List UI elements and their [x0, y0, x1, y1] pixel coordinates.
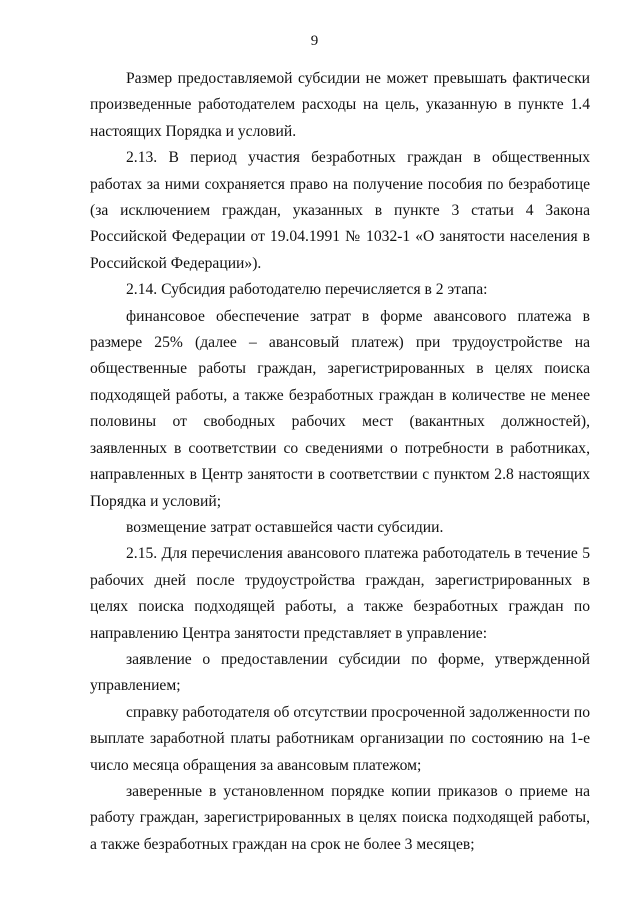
document-body [90, 66, 590, 858]
paragraph-2-13: 2.13. В период участия безработных граждан в общественных работах за ними сохраняется право на получение пособия по безработице (за исключением граждан, указанных в пункте 3 статьи 4 Закона Российской Федерации от 19.04.1991 № 1032-1 «О занятости населения в Российской Федерации»). [90, 149, 590, 272]
paragraph-remaining-costs: возмещение затрат оставшейся части субсидии. [126, 518, 444, 536]
paragraph-2-14: 2.14. Субсидия работодателю перечисляется в 2 этапа: [126, 281, 488, 299]
paragraph-application: заявление о предоставлении субсидии по форме, утвержденной управлением; [90, 650, 590, 695]
paragraph-employer-certificate: справку работодателя об отсутствии просроченной задолженности по выплате заработной платы работникам организации по состоянию на 1-е число месяца обращения за авансовым платежом; [90, 703, 590, 774]
page-number: 9 [310, 33, 319, 49]
paragraph-order-copies: заверенные в установленном порядке копии приказов о приеме на работу граждан, зарегистрированных в целях поиска подходящей работы, а также безработных граждан на срок не более 3 месяцев; [90, 782, 590, 853]
paragraph-2-15: 2.15. Для перечисления авансового платежа работодатель в течение 5 рабочих дней после трудоустройства граждан, зарегистрированных в целях поиска подходящей работы, а также безработных граждан по направлению Центра занятости представляет в управление: [90, 545, 590, 642]
paragraph-subsidy-limit: Размер предоставляемой субсидии не может превышать фактически произведенные работодателем расходы на цель, указанную в пункте 1.4 настоящих Порядка и условий. [90, 70, 590, 140]
paragraph-advance-payment: финансовое обеспечение затрат в форме авансового платежа в размере 25% (далее – авансовый платеж) при трудоустройстве на общественные работы граждан, зарегистрированных в целях поиска подходящей работы, а также безработных граждан в количестве не менее половины от свободных рабочих мест (вакантных должностей), заявленных в соответствии со сведениями о потребности в работниках, направленных в Центр занятости в соответствии с пунктом 2.8 настоящих Порядка и условий; [90, 307, 590, 510]
